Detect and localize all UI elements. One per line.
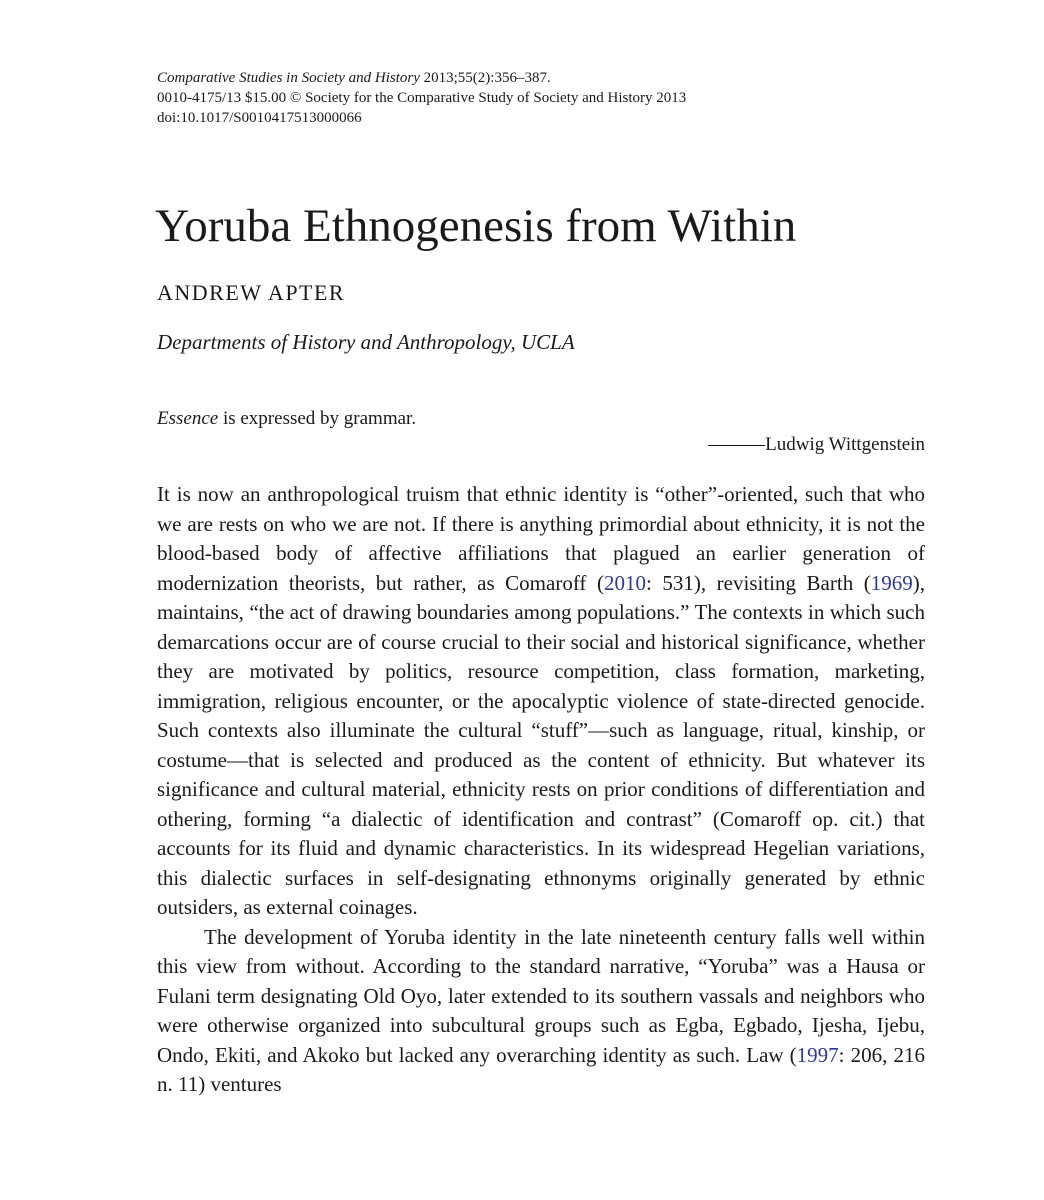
journal-header <box>157 68 686 128</box>
citation-info: 2013;55(2):356–387. <box>423 70 551 86</box>
copyright-holder: Society for the Comparative Study of Society and History 2013 <box>305 90 687 106</box>
article-body <box>157 480 925 1100</box>
citation-link-law-1997[interactable]: 1997 <box>796 1042 839 1067</box>
issn: 0010-4175/13 <box>157 90 242 106</box>
citation-link-comaroff-2010[interactable]: 2010 <box>603 570 646 595</box>
journal-name: Comparative Studies in Society and History <box>157 70 420 86</box>
author-name: ANDREW APTER <box>157 280 346 305</box>
paragraph-2-text-a: The development of Yoruba identity in the late nineteenth century falls well within this view from without. According to the standard narrative, “Yoruba” was a Hausa or Fulani term designating Old Oyo, later extended to its southern vassals and neighbors who were otherwise organized into subcultural groups such as Egba, Egbado, Ijesha, Ijebu, Ondo, Ekiti, and Akoko but lacked any overarching identity as such. Law ( <box>157 924 925 1067</box>
epigraph <box>157 406 925 458</box>
epigraph-quote <box>157 406 925 432</box>
epigraph-rest: is expressed by grammar. <box>218 408 417 429</box>
article-title: Yoruba Ethnogenesis from Within <box>155 200 797 252</box>
paragraph-1-text-a: It is now an anthropological truism that ethnic identity is “other”-oriented, such that who we are rests on who we are not. If there is anything primordial about ethnicity, it is not the blood-based body of affective affiliations that plagued an earlier generation of modernization theorists, but rather, as Comaroff ( <box>157 482 925 595</box>
price: $15.00 <box>244 90 287 106</box>
paragraph-1-text-b: : 531), revisiting Barth ( <box>645 570 871 595</box>
paragraph-2-text-b: : 206, 216 n. 11) ventures <box>157 1042 925 1096</box>
citation-link-barth-1969[interactable]: 1969 <box>870 570 913 595</box>
paragraph-2 <box>157 923 925 1100</box>
paragraph-1 <box>157 480 925 923</box>
paragraph-1-text-c: ), maintains, “the act of drawing boundaries among populations.” The contexts in which such demarcations occur are of course crucial to their social and historical significance, whether they are motivated by politics, resource competition, class formation, marketing, immigration, religious encounter, or the apocalyptic violence of state-directed genocide. Such contexts also illuminate the cultural “stuff”—such as language, ritual, kinship, or costume—that is selected and produced as the content of ethnicity. But whatever its significance and cultural material, ethnicity rests on prior conditions of differentiation and othering, forming “a dialectic of identification and contrast” (Comaroff op. cit.) that accounts for its fluid and dynamic characteristics. In its widespread Hegelian variations, this dialectic surfaces in self-designating ethnonyms originally generated by ethnic outsiders, as external coinages. <box>157 570 925 919</box>
author-affiliation: Departments of History and Anthropology, UCLA <box>157 330 575 354</box>
epigraph-italic-word: Essence <box>157 408 219 429</box>
doi: doi:10.1017/S0010417513000066 <box>157 110 362 126</box>
copyright-symbol: © <box>289 90 302 106</box>
copyright-line <box>157 88 686 108</box>
epigraph-attribution: ———Ludwig Wittgenstein <box>708 434 925 455</box>
citation-line <box>157 68 686 88</box>
